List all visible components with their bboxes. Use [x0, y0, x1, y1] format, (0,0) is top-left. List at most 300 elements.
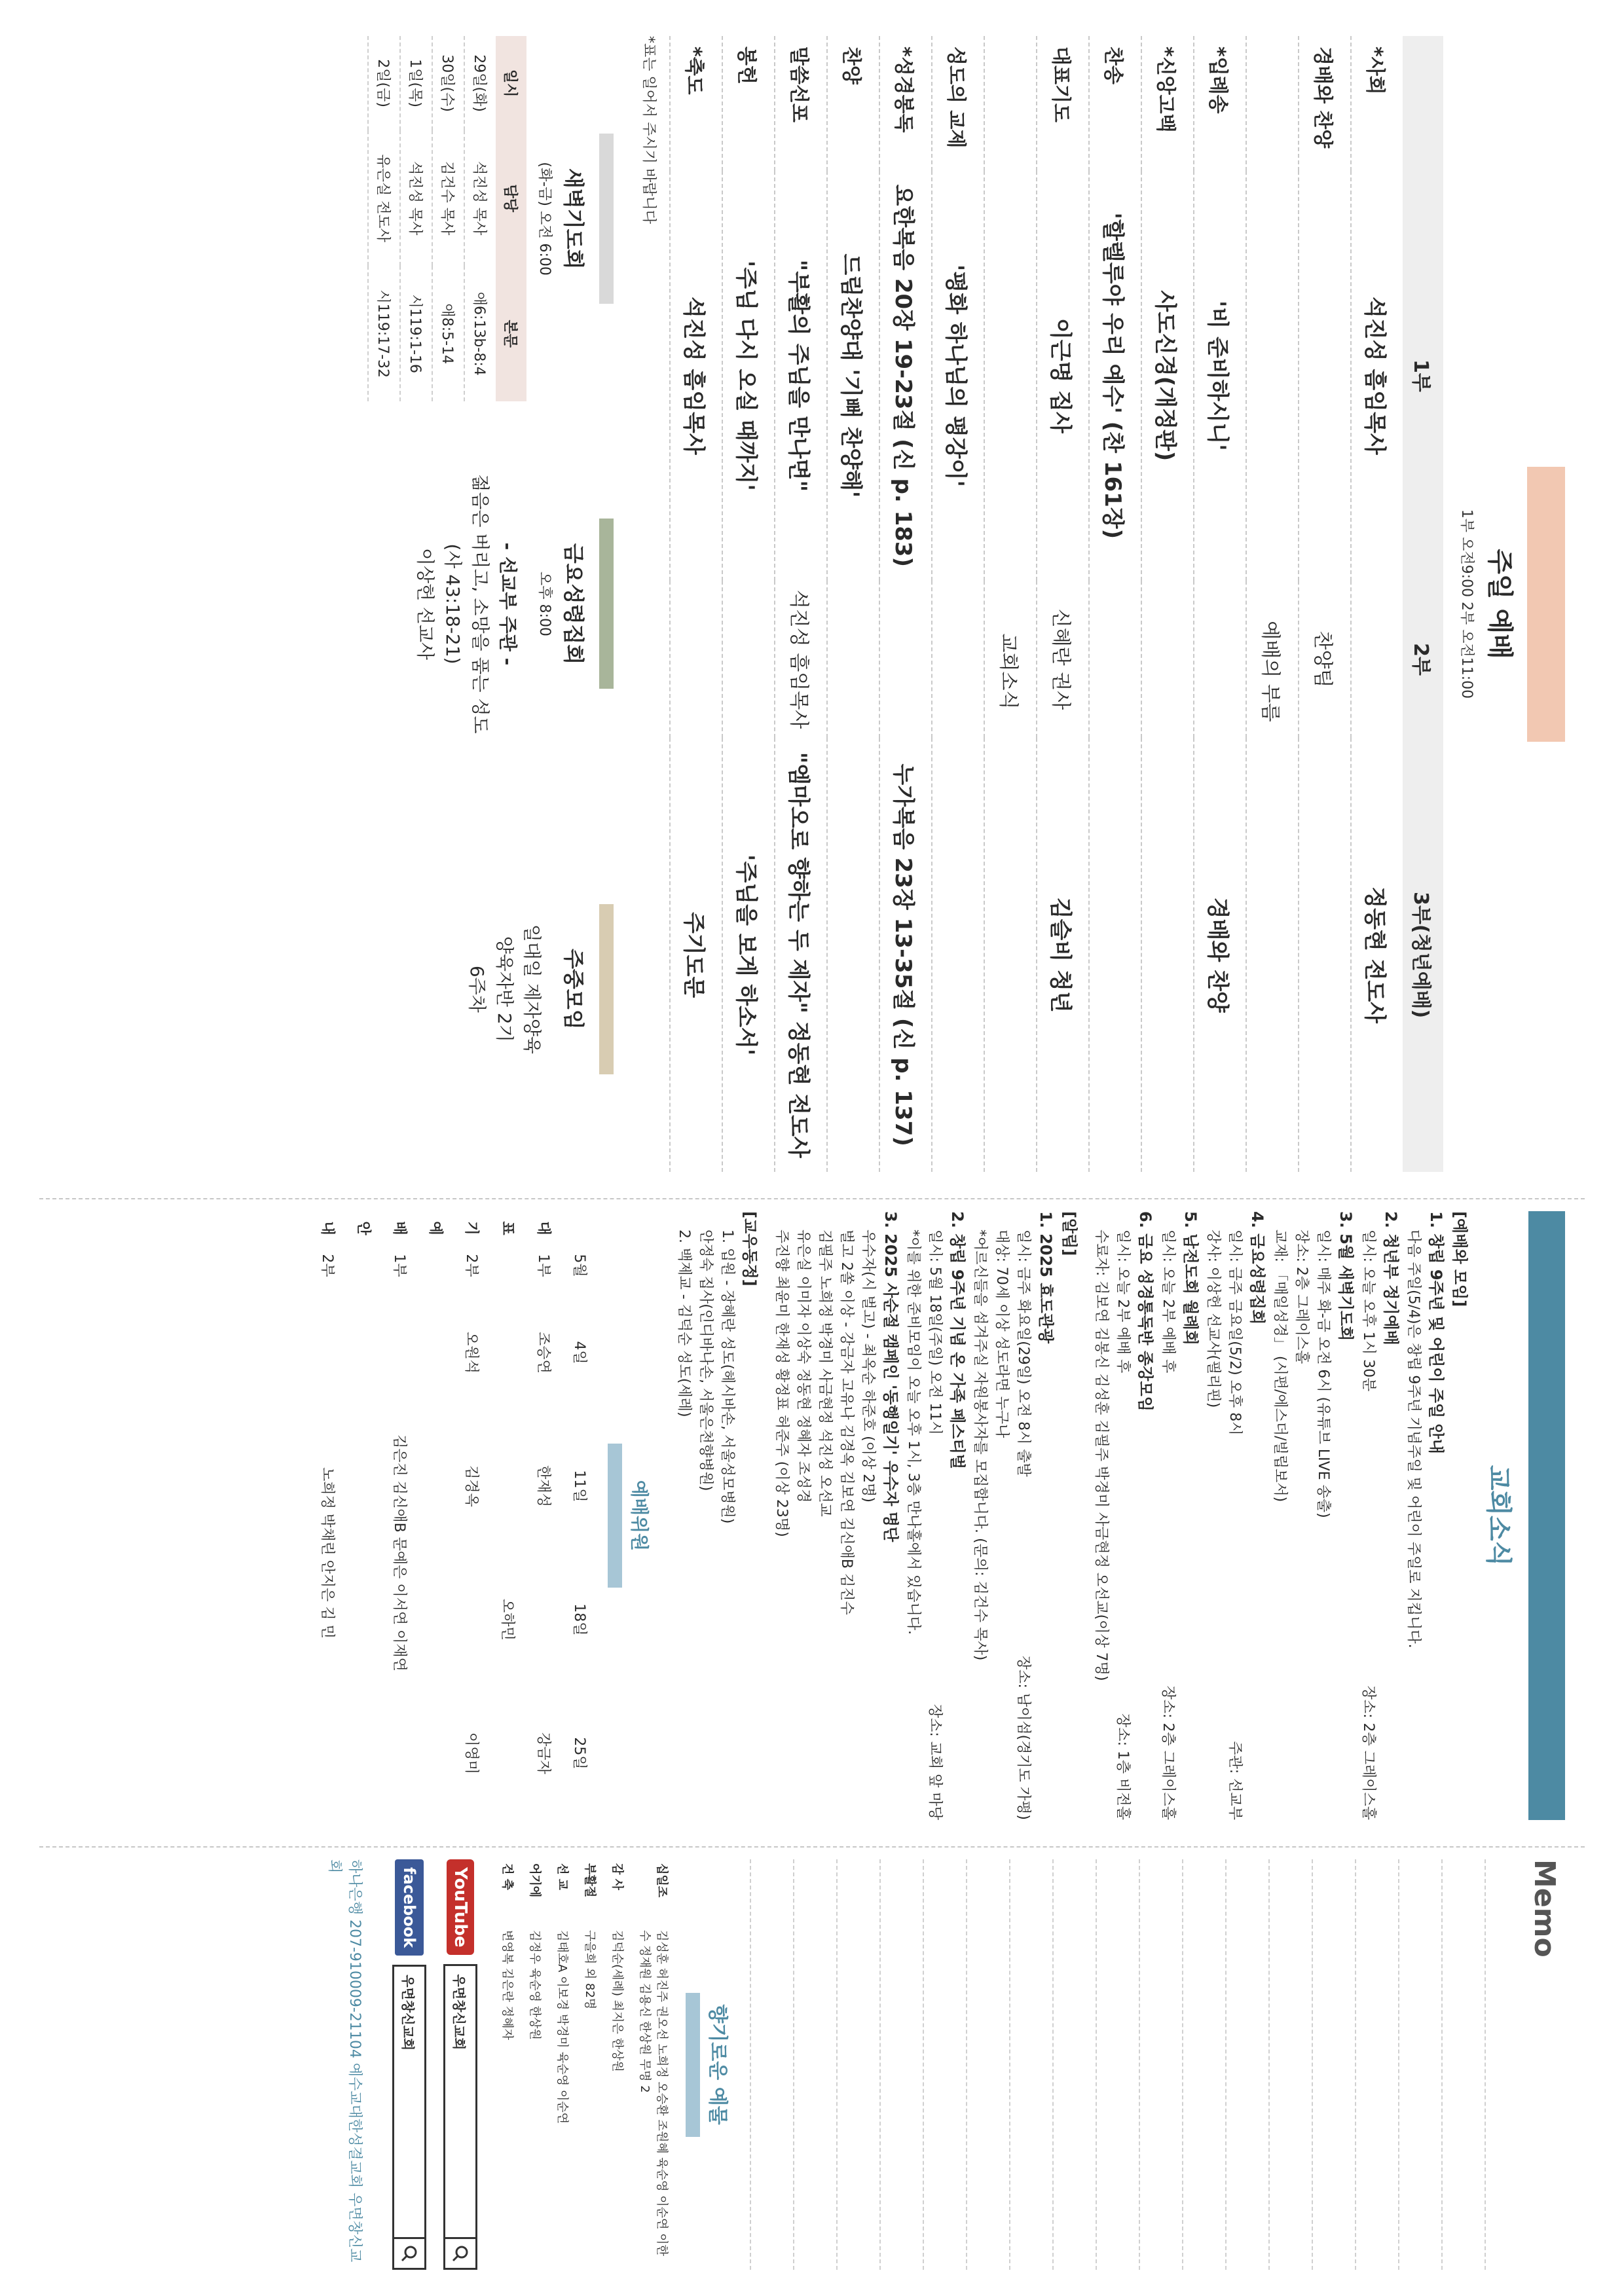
memo-line [923, 1859, 966, 2270]
dawn-date: 29일(화) [464, 36, 496, 130]
news-item-line [1157, 1211, 1179, 1820]
news-item-line [1112, 1211, 1134, 1820]
order-service-2: 석진성 흠임목사 [775, 581, 827, 738]
dawn-date: 30일(수) [432, 36, 464, 130]
list-item [673, 1211, 738, 1820]
volunteer-cell: 조승연 [535, 1332, 551, 1374]
order-service-3: 정동현 전도사 [1351, 738, 1403, 1172]
order-label: 말씀선포 [775, 36, 827, 171]
weekly-body [463, 807, 545, 1172]
youtube-search-box [443, 1964, 477, 2270]
table-row [1141, 36, 1194, 1172]
volunteer-cell: 1부 [391, 1254, 407, 1277]
offering-type: 부활절 [583, 1863, 597, 1898]
facebook-search-query: 우면창신교회 [400, 1975, 416, 2051]
head-label-cell [1403, 36, 1443, 171]
news-item-title: 6. 금요 성경통독반 종강모임 [1136, 1211, 1154, 1412]
table-row [464, 36, 496, 401]
order-service-1: 사도신경(개정판) [1141, 171, 1194, 581]
memo-title: Memo [1528, 1859, 1561, 1958]
news-line-text: 일시: 5월 18일(주일) 오전 11시 [927, 1230, 943, 1435]
memo-line [1096, 1859, 1139, 2270]
volunteer-cell [454, 1553, 490, 1686]
table-row [454, 1211, 490, 1820]
table-row [368, 36, 400, 401]
order-label: 대표기도 [1037, 36, 1089, 171]
volunteer-cell: 김은진 김신애B 문예은 이서연 이재연 [391, 1434, 407, 1671]
offering-title: 향기로운 예물 [706, 2004, 729, 2125]
table-row [1246, 36, 1299, 1172]
offering-table [494, 1859, 676, 2270]
volunteers-table [310, 1211, 599, 1820]
weekly-line-3: 6주차 [466, 965, 488, 1013]
order-service-2 [827, 581, 879, 738]
news-item-line [1312, 1211, 1334, 1820]
list-item [1157, 1211, 1202, 1820]
weekly-line-1: 일대일 제자양육 [521, 924, 543, 1054]
news-line-text: 수료자: 김보연 김봉신 김성훈 김필주 박경미 사금현정 오선교(이상 7명) [1093, 1230, 1109, 1681]
news-item-title: 2. 청년부 정기예배 [1382, 1211, 1400, 1345]
news-item-line [1202, 1211, 1224, 1820]
offering-type: 감 사 [610, 1863, 624, 1891]
offering-names: 김성훈 허진주 권오선 노희정 오승환 조원혜 육순영 이순연 이한수 정재원 김용신 한상원 무명 2 [638, 1930, 669, 2256]
table-row [632, 1859, 676, 2270]
memo-line [836, 1859, 879, 2270]
news-line-text: 강사: 이상헌 선교사(필리핀) [1205, 1230, 1221, 1408]
memo-lines [750, 1859, 1528, 2270]
volunteer-cell: 내 [319, 1221, 335, 1235]
news-item-line [716, 1211, 738, 1820]
volunteers-head [563, 1211, 599, 1820]
worship-subtitle: 1부 오전9:00 2부 오전11:00 [1458, 509, 1475, 699]
news-line-text: 2. 백제교 - 김덕순 성도(세레) [676, 1230, 692, 1417]
order-service-2 [1351, 581, 1403, 738]
news-line-text: 일시: 매주 화-금 오전 6시 (유튜브 LIVE 송출) [1315, 1230, 1331, 1518]
friday-theme: 젊음은 버리고, 소망을 품는 성도 [470, 474, 491, 734]
news-line-text: 대상: 70세 이상 성도라면 누구나 [993, 1230, 1010, 1438]
news-line-text: 1. 입원 - 장혜란 성도(헤시바손, 서울성모병원) [719, 1230, 735, 1524]
news-title: 교회소식 [1483, 1465, 1513, 1567]
volunteer-cell: 예 [427, 1221, 443, 1235]
news-line-text: 주진향 최윤미 한재성 황정표 허준주 (이상 23명) [773, 1230, 790, 1537]
news-line-text: 일시: 오늘 2부 예배 후 [1115, 1230, 1131, 1374]
news-line-text: 일시: 오늘 오후 1시 30분 [1360, 1230, 1376, 1392]
list-item [969, 1211, 1058, 1820]
table-row [722, 36, 775, 1172]
news-line-text: 일시: 오늘 2부 예배 후 [1160, 1230, 1176, 1374]
order-label: 경배와 찬양 [1299, 36, 1351, 171]
offering-names: 김태호A 이보경 박경미 육순영 이순연 [555, 1930, 569, 2124]
news-line-text: 김필주 노희정 박경미 사금현정 석진성 오선교 [817, 1230, 833, 1517]
news-body [673, 1211, 1471, 1820]
volunteer-cell [346, 1553, 382, 1686]
news-line-text: *이를 위한 준비모임이 오늘 오후 1시, 3층 만나홀에서 있습니다. [905, 1230, 921, 1635]
news-line-text: 일시: 금주 화요일(29일) 오전 8시 출발 [1015, 1230, 1031, 1477]
dawn-head-date: 일시 [496, 36, 526, 130]
order-service-1: '할렐루야 우리 예수' (찬 161장) [1089, 171, 1141, 581]
dawn-band [599, 134, 614, 304]
order-service-3: "엠마오로 향하는 두 제자" 정동현 전도사 [775, 738, 827, 1172]
volunteer-cell: 오하민 [499, 1599, 515, 1641]
memo-line [793, 1859, 836, 2270]
memo-line [1355, 1859, 1398, 2270]
news-item-title: 3. 2025 사순절 캠페인 '동행일기' 우수자 명단 [881, 1211, 900, 1542]
order-label: 찬송 [1089, 36, 1141, 171]
order-service-3: 경배와 찬양 [1194, 738, 1246, 1172]
order-service-1: 석진성 흠임목사 [670, 171, 722, 581]
order-service-3: '주님을 보게 하소서' [722, 738, 775, 1172]
news-line-place: 장소: 2층 그레이스홀 [1360, 1685, 1376, 1820]
worship-sub-blocks [367, 36, 614, 1172]
memo-line [1225, 1859, 1268, 2270]
memo-line [1268, 1859, 1312, 2270]
volunteer-cell [490, 1245, 526, 1286]
volunteer-cell: 배 [391, 1221, 407, 1235]
dawn-leader: 김건수 목사 [432, 130, 464, 266]
dawn-prayer-block [367, 36, 614, 401]
offering-names: 김정우 육순영 한상원 [528, 1930, 542, 2040]
table-row [346, 1211, 382, 1820]
order-service-2 [1194, 581, 1246, 738]
list-item [902, 1211, 969, 1820]
news-item-line [1269, 1211, 1291, 1820]
order-service-2 [1089, 581, 1141, 738]
order-service-2 [722, 581, 775, 738]
volunteer-cell: 안 [355, 1221, 371, 1235]
news-title-band [1528, 1211, 1565, 1820]
news-line-text: 유은실 이미자 이상숙 정동현 정혜자 조성경 [795, 1230, 811, 1503]
news-line-text: 안정숙 집사(인디바나손, 서울은천향병원) [697, 1230, 714, 1491]
order-service-3 [827, 738, 879, 1172]
news-section-heading: [알림] [1060, 1211, 1079, 1256]
order-service-2 [670, 581, 722, 738]
memo-line [1441, 1859, 1485, 2270]
table-row [549, 1859, 577, 2270]
news-item-line [1090, 1211, 1112, 1820]
offering-type: 어기에 [528, 1863, 542, 1898]
order-service-2: 신혜란 권사 [1037, 581, 1089, 738]
table-row [522, 1859, 549, 2270]
table-row [418, 1211, 454, 1820]
volunteer-cell: 이영미 [463, 1732, 479, 1774]
vol-head-date: 18일 [571, 1603, 587, 1636]
order-service-1: 석진성 흠임목사 [1351, 171, 1403, 581]
news-line-place: 주관: 선교부 [1227, 1741, 1243, 1820]
order-service-1: 이근명 집사 [1037, 171, 1089, 581]
volunteer-cell: 김경옥 [463, 1465, 479, 1507]
weekly-title: 주중모임 [561, 948, 586, 1030]
friday-scripture: (사 43:18-21) [442, 543, 464, 665]
news-item-line [836, 1211, 857, 1820]
facebook-search-box [392, 1965, 426, 2270]
offering-type: 십일조 [655, 1863, 669, 1898]
table-row [400, 36, 432, 401]
order-service-3 [1299, 738, 1351, 1172]
news-line-text: *어르신들을 섬겨주실 자원봉사자를 모집합니다. (문의: 김건수 목사) [972, 1230, 988, 1661]
order-service-2 [879, 581, 932, 738]
youtube-row [443, 1859, 477, 2270]
dawn-title: 새벽기도회 [561, 168, 586, 270]
volunteers-title: 예배위원 [629, 1480, 650, 1552]
vol-head-date: 11일 [571, 1470, 587, 1503]
dawn-leader: 석진성 목사 [400, 130, 432, 266]
news-item-line [1012, 1211, 1034, 1820]
volunteer-cell [418, 1553, 454, 1686]
volunteer-cell [526, 1553, 563, 1686]
volunteer-cell: 강금자 [535, 1732, 551, 1774]
dawn-leader: 유은실 전도사 [368, 130, 400, 266]
news-item-line [969, 1211, 991, 1820]
dawn-time: (화-금) 오전 6:00 [536, 162, 553, 276]
order-service-1: '평화 하나님의 평강이' [932, 171, 984, 581]
order-label [984, 36, 1037, 171]
table-row [310, 1211, 346, 1820]
order-service-3: 누가복음 23장 13-35절 (신 p. 137) [879, 738, 932, 1172]
worship-order-body [670, 36, 1403, 1172]
news-section-heading: [예배와 모임] [1450, 1211, 1469, 1307]
offering-names: 구을희 외 82명 [583, 1930, 597, 2010]
offering-names: 김덕순(세례) 최지은 한상원 [610, 1930, 624, 2072]
volunteer-cell: 표 [499, 1221, 515, 1235]
table-row [1037, 36, 1089, 1172]
vol-head-blank [563, 1211, 599, 1245]
news-item-line [924, 1211, 946, 1820]
dawn-leader: 석진성 목사 [464, 130, 496, 266]
order-label: *입례송 [1194, 36, 1246, 171]
dawn-head-text: 본문 [496, 266, 526, 401]
news-item-title: 5. 남전도회 월례회 [1181, 1211, 1200, 1345]
news-line-place: 장소: 1층 비전홀 [1115, 1713, 1131, 1820]
order-label: 봉헌 [722, 36, 775, 171]
order-service-1: 드림찬양대 '기뻐 찬양해' [827, 171, 879, 581]
dawn-head-leader: 담당 [496, 130, 526, 266]
news-line-place: 장소: 2층 그레이스홀 [1160, 1685, 1176, 1820]
list-item [1202, 1211, 1269, 1820]
head-service-1: 1부 [1403, 171, 1443, 581]
order-label: *성경봉독 [879, 36, 932, 171]
order-label: 찬양 [827, 36, 879, 171]
worship-title: 주일 예배 [1485, 549, 1515, 659]
memo-line [750, 1859, 793, 2270]
volunteer-cell: 오원석 [463, 1332, 479, 1374]
volunteer-cell [490, 1419, 526, 1553]
weekly-line-2: 양육자반 2기 [494, 936, 515, 1042]
vol-head-date: 4일 [571, 1341, 587, 1364]
memo-line [1139, 1859, 1182, 2270]
volunteer-cell [418, 1286, 454, 1419]
order-center-item: 예배의 부름 [1246, 171, 1299, 1172]
weekly-meeting-block [367, 807, 614, 1172]
vol-head-month: 5월 [571, 1254, 587, 1277]
volunteer-cell: 대 [535, 1221, 551, 1235]
news-section-heading: [교우동정] [741, 1211, 759, 1286]
news-item-line [695, 1211, 716, 1820]
bank-account: 하나은행 207-910009-21104 예수교대한성결교회 우면창신교회 [326, 1859, 363, 2263]
dawn-text: 시119:17-32 [368, 266, 400, 401]
friday-time: 오후 8:00 [536, 572, 553, 636]
dawn-text: 애8:5-14 [432, 266, 464, 401]
volunteer-cell: 노희정 박채린 안지은 김 민 [319, 1467, 335, 1639]
dawn-date: 1일(목) [400, 36, 432, 130]
friday-host: - 선교부 주관 - [497, 542, 519, 666]
list-item [1403, 1211, 1448, 1820]
order-label: *사회 [1351, 36, 1403, 171]
memo-line [1052, 1859, 1096, 2270]
news-item-line [1357, 1211, 1379, 1820]
table-row [494, 1859, 522, 2270]
volunteers-band [608, 1444, 622, 1588]
head-service-3: 3부(청년예배) [1403, 738, 1443, 1172]
volunteer-cell [346, 1419, 382, 1553]
volunteer-cell [346, 1286, 382, 1419]
worship-title-band [1527, 467, 1565, 742]
order-service-2 [1141, 581, 1194, 738]
news-line-text: 교재: 「매일성경」 (시편/에스더/빌립보서) [1272, 1230, 1288, 1503]
news-item-line [857, 1211, 879, 1820]
volunteer-cell [490, 1686, 526, 1820]
table-row [604, 1859, 632, 2270]
search-icon [394, 2237, 424, 2268]
table-row [1194, 36, 1246, 1172]
volunteer-cell [346, 1245, 382, 1286]
offering-type: 선 교 [555, 1863, 569, 1891]
worship-order-head [1403, 36, 1443, 1172]
friday-title: 금요성령집회 [561, 543, 586, 665]
memo-line [966, 1859, 1009, 2270]
order-service-1 [1299, 171, 1351, 581]
volunteer-cell: 기 [463, 1221, 479, 1235]
facebook-row [392, 1859, 426, 2270]
table-row [879, 36, 932, 1172]
volunteer-cell: 2부 [463, 1254, 479, 1277]
news-line-text: 장소: 2층 그레이스홀 [1293, 1230, 1310, 1364]
volunteer-cell: 2부 [319, 1254, 335, 1277]
volunteers-body [310, 1211, 563, 1820]
memo-line [1312, 1859, 1355, 2270]
news-line-text: 벌고 2쏠 이상 - 강금자 고유나 김경옥 김보연 김신애B 김진수 [838, 1230, 855, 1615]
table-row [932, 36, 984, 1172]
order-service-1: '주님 다시 오실 때까지' [722, 171, 775, 581]
news-item-line [1403, 1211, 1424, 1820]
news-item-line [902, 1211, 924, 1820]
friday-band [599, 519, 614, 689]
volunteer-cell [490, 1286, 526, 1419]
dawn-text: 애6:13b-8:4 [464, 266, 496, 401]
search-icon [445, 2237, 475, 2268]
volunteer-cell: 1부 [535, 1254, 551, 1277]
friday-speaker: 이상헌 선교사 [415, 547, 436, 661]
head-service-2: 2부 [1403, 581, 1443, 738]
table-row [432, 36, 464, 401]
list-item [1269, 1211, 1357, 1820]
table-row [577, 1859, 604, 2270]
table-row [526, 1211, 563, 1820]
news-item-line [814, 1211, 836, 1820]
weekly-band [599, 904, 614, 1074]
youtube-search-query: 우면창신교회 [451, 1974, 468, 2050]
volunteer-cell [418, 1686, 454, 1820]
news-line-text: 우수자(시 벌고) - 최옥순 하준호 (이상 2명) [860, 1230, 876, 1503]
news-item-title: 2. 창립 9주년 기념 온 가족 페스티벌 [948, 1211, 967, 1470]
news-item-title: 1. 2025 효도관광 [1037, 1211, 1055, 1344]
table-row [984, 36, 1037, 1172]
order-service-3 [1141, 738, 1194, 1172]
news-item-line [673, 1211, 695, 1820]
table-row [382, 1211, 418, 1820]
news-item-title: 3. 5월 새벽기도회 [1337, 1211, 1355, 1341]
order-label: *신앙고백 [1141, 36, 1194, 171]
order-service-1: "부활의 주님을 만나면" [775, 171, 827, 581]
table-row [1089, 36, 1141, 1172]
standing-note: *표는 일어서 주시기 바랍니다 [640, 36, 657, 225]
news-item-line [1224, 1211, 1246, 1820]
volunteer-cell [418, 1245, 454, 1286]
news-line-place: 장소: 교회 앞 마당 [927, 1704, 943, 1820]
worship-order-table [669, 36, 1443, 1172]
volunteer-cell [418, 1419, 454, 1553]
memo-line [1398, 1859, 1441, 2270]
memo-line [1485, 1859, 1528, 2270]
offering-names: 변영복 김은란 정혜자 [500, 1930, 514, 2040]
list-item [1090, 1211, 1157, 1820]
order-service-3 [1089, 738, 1141, 1172]
offering-band [686, 1993, 700, 2137]
friday-body [411, 421, 521, 786]
vol-head-date: 25일 [571, 1737, 587, 1770]
order-service-2 [932, 581, 984, 738]
worship-header [1458, 36, 1565, 1172]
memo-column [0, 1846, 1624, 2296]
table-row [775, 36, 827, 1172]
news-item-line [1291, 1211, 1312, 1820]
news-item-line [792, 1211, 814, 1820]
table-row [1351, 36, 1403, 1172]
news-item-line [771, 1211, 792, 1820]
memo-line [1182, 1859, 1225, 2270]
news-item-title: 1. 창립 9주년 및 어린이 주일 안내 [1427, 1211, 1445, 1454]
order-service-1: '비 준비하시니' [1194, 171, 1246, 581]
offering-type: 건 축 [500, 1863, 514, 1891]
order-center-item: 교회소식 [984, 171, 1037, 1172]
news-item-line [991, 1211, 1012, 1820]
friday-service-block [367, 421, 614, 786]
table-row [1299, 36, 1351, 1172]
dawn-table [367, 36, 526, 401]
facebook-logo: facebook [395, 1859, 424, 1956]
order-service-1: 요한복음 20장 19-23절 (신 p. 183) [879, 171, 932, 581]
memo-line [1009, 1859, 1052, 2270]
news-item-title: 4. 금요성령집회 [1248, 1211, 1266, 1325]
news-line-text: 일시: 금주 금요일(5/2) 오후 8시 [1227, 1230, 1243, 1436]
order-label [1246, 36, 1299, 171]
volunteer-cell [346, 1686, 382, 1820]
memo-line [879, 1859, 923, 2270]
news-line-place: 장소: 남이섬(경기도 가평) [1015, 1655, 1031, 1820]
dawn-text: 시119:1-16 [400, 266, 432, 401]
order-label: *축도 [670, 36, 722, 171]
order-service-2: 찬양팀 [1299, 581, 1351, 738]
table-row [670, 36, 722, 1172]
order-service-3 [932, 738, 984, 1172]
table-row [827, 36, 879, 1172]
list-item [771, 1211, 902, 1820]
order-service-3: 주기도문 [670, 738, 722, 1172]
dawn-date: 2일(금) [368, 36, 400, 130]
dawn-table-head [496, 36, 526, 401]
news-column [0, 1198, 1624, 1846]
list-item [1357, 1211, 1403, 1820]
volunteer-cell: 한재성 [535, 1465, 551, 1507]
